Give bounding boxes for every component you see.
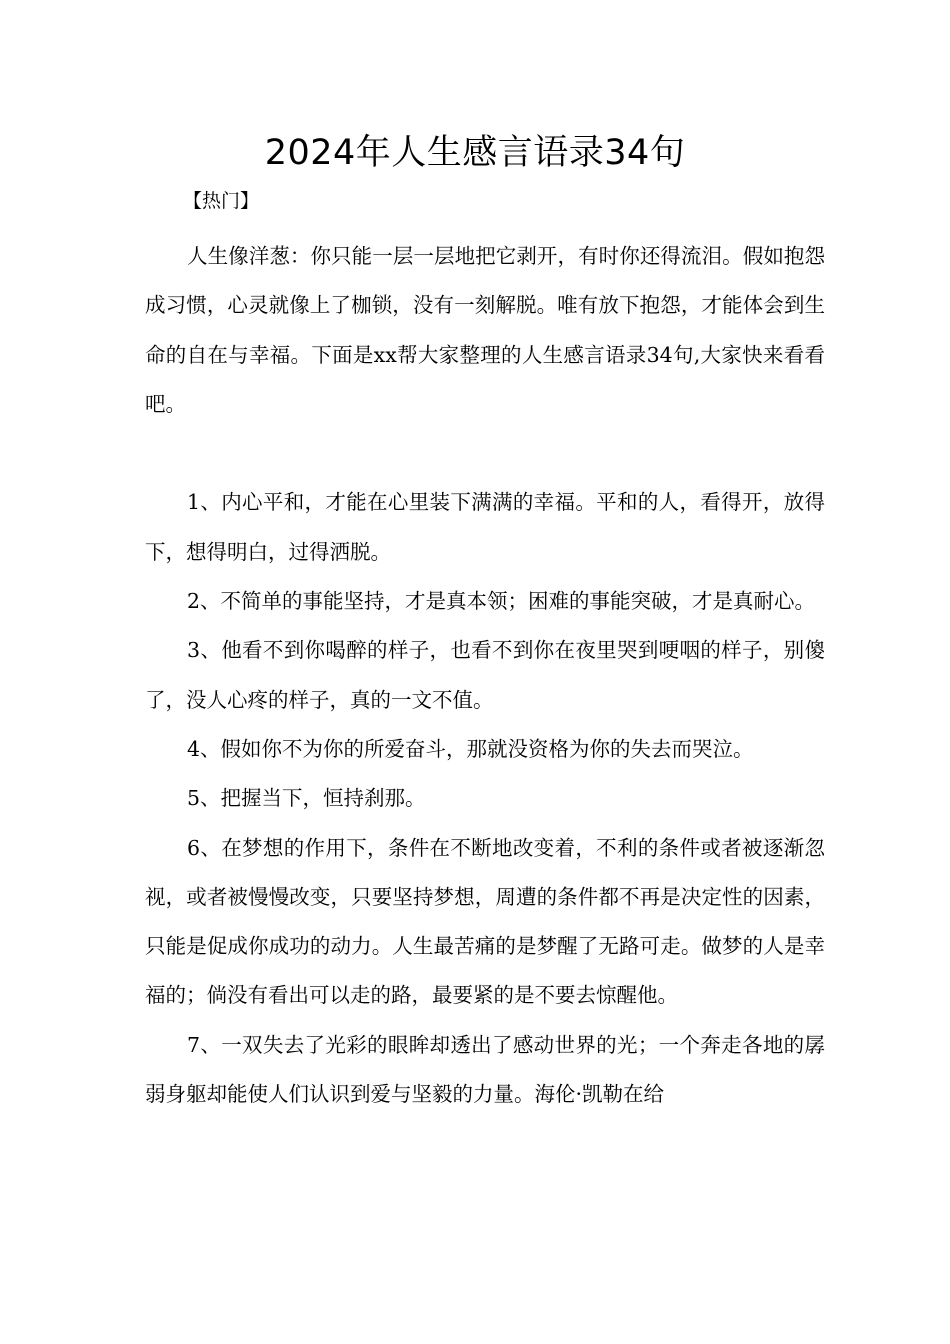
document-body xyxy=(145,232,825,1119)
quote-item-1: 1、内心平和，才能在心里装下满满的幸福。平和的人，看得开，放得下，想得明白，过得洒脱。 xyxy=(145,490,825,564)
hot-tag: 【热门】 xyxy=(183,190,260,212)
quote-item-2: 2、不简单的事能坚持，才是真本领；困难的事能突破，才是真耐心。 xyxy=(187,589,816,614)
quote-item-3: 3、他看不到你喝醉的样子，也看不到你在夜里哭到哽咽的样子，别傻了，没人心疼的样子，真的一文不值。 xyxy=(145,638,825,712)
intro-paragraph: 人生像洋葱：你只能一层一层地把它剥开，有时你还得流泪。假如抱怨成习惯，心灵就像上了枷锁，没有一刻解脱。唯有放下抱怨，才能体会到生命的自在与幸福。下面是xx帮大家整理的人生感言语录34句,大家快来看看吧。 xyxy=(145,244,825,416)
document-title: 2024年人生感言语录34句 xyxy=(264,133,686,173)
quote-item-5: 5、把握当下，恒持刹那。 xyxy=(187,786,426,811)
quote-item-6: 6、在梦想的作用下，条件在不断地改变着，不利的条件或者被逐渐忽视，或者被慢慢改变，只要坚持梦想，周遭的条件都不再是决定性的因素，只能是促成你成功的动力。人生最苦痛的是梦醒了无路可走。做梦的人是幸福的；倘没有看出可以走的路，最要紧的是不要去惊醒他。 xyxy=(145,835,825,1008)
paragraph-spacer xyxy=(145,429,825,478)
quote-item-4: 4、假如你不为你的所爱奋斗，那就没资格为你的失去而哭泣。 xyxy=(187,736,754,761)
quote-item-7: 7、一双失去了光彩的眼眸却透出了感动世界的光；一个奔走各地的孱弱身躯却能使人们认识到爱与坚毅的力量。海伦·凯勒在给 xyxy=(145,1032,825,1107)
